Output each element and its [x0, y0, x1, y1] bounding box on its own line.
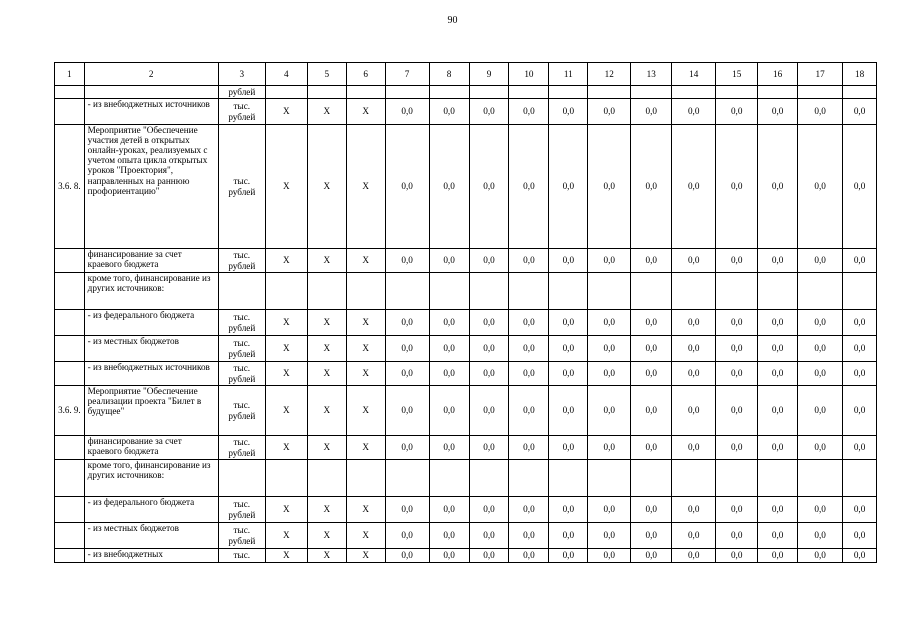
value-cell: X	[265, 249, 307, 273]
value-cell: 0,0	[549, 549, 588, 563]
value-cell: 0,0	[843, 549, 877, 563]
value-cell: 0,0	[429, 310, 469, 336]
value-cell: 0,0	[716, 336, 758, 362]
value-cell	[265, 86, 307, 99]
value-cell	[798, 460, 843, 497]
row-description: - из федерального бюджета	[84, 497, 218, 523]
row-unit: тыс.	[218, 549, 265, 563]
value-cell: 0,0	[631, 497, 672, 523]
header-cell: 4	[265, 63, 307, 86]
row-description: Мероприятие "Обеспечение реализации проекта "Билет в будущее"	[84, 386, 218, 436]
value-cell	[265, 273, 307, 310]
row-number	[55, 86, 85, 99]
value-cell: X	[265, 99, 307, 125]
value-cell: 0,0	[549, 99, 588, 125]
value-cell: 0,0	[672, 125, 716, 249]
header-cell: 5	[307, 63, 346, 86]
value-cell: 0,0	[429, 249, 469, 273]
value-cell: X	[265, 436, 307, 460]
value-cell: 0,0	[758, 549, 798, 563]
value-cell	[385, 273, 429, 310]
page-number: 90	[447, 15, 458, 26]
value-cell: 0,0	[385, 249, 429, 273]
row-number	[55, 273, 85, 310]
value-cell: 0,0	[469, 497, 509, 523]
value-cell: 0,0	[631, 362, 672, 386]
value-cell: 0,0	[385, 362, 429, 386]
value-cell: 0,0	[758, 386, 798, 436]
value-cell: 0,0	[798, 386, 843, 436]
row-number	[55, 549, 85, 563]
value-cell: 0,0	[588, 336, 631, 362]
value-cell: 0,0	[469, 523, 509, 549]
value-cell	[469, 460, 509, 497]
value-cell	[549, 460, 588, 497]
value-cell: 0,0	[588, 310, 631, 336]
header-cell: 8	[429, 63, 469, 86]
row-unit	[218, 460, 265, 497]
table-row	[55, 336, 877, 362]
row-unit: рублей	[218, 86, 265, 99]
row-description: - из внебюджетных источников	[84, 362, 218, 386]
header-cell: 10	[509, 63, 549, 86]
value-cell: 0,0	[758, 310, 798, 336]
row-description: - из местных бюджетов	[84, 336, 218, 362]
header-cell: 15	[716, 63, 758, 86]
value-cell: 0,0	[798, 99, 843, 125]
value-cell: X	[307, 549, 346, 563]
value-cell: 0,0	[672, 336, 716, 362]
value-cell: 0,0	[716, 436, 758, 460]
header-cell: 1	[55, 63, 85, 86]
value-cell: 0,0	[509, 310, 549, 336]
row-number	[55, 249, 85, 273]
value-cell: 0,0	[798, 310, 843, 336]
value-cell: X	[307, 386, 346, 436]
value-cell: 0,0	[385, 436, 429, 460]
value-cell: 0,0	[798, 549, 843, 563]
value-cell: X	[265, 549, 307, 563]
table-row	[55, 310, 877, 336]
row-number	[55, 436, 85, 460]
value-cell	[265, 460, 307, 497]
value-cell: 0,0	[758, 249, 798, 273]
value-cell: 0,0	[631, 310, 672, 336]
value-cell: 0,0	[843, 99, 877, 125]
value-cell: 0,0	[429, 523, 469, 549]
table-row	[55, 460, 877, 497]
value-cell: X	[346, 497, 385, 523]
value-cell: 0,0	[588, 497, 631, 523]
value-cell: 0,0	[549, 523, 588, 549]
value-cell	[672, 460, 716, 497]
value-cell: 0,0	[716, 125, 758, 249]
table-row	[55, 386, 877, 436]
value-cell: X	[265, 125, 307, 249]
value-cell	[716, 86, 758, 99]
value-cell: 0,0	[588, 523, 631, 549]
value-cell: 0,0	[469, 125, 509, 249]
value-cell: 0,0	[843, 497, 877, 523]
value-cell: X	[346, 99, 385, 125]
value-cell: X	[307, 497, 346, 523]
value-cell: 0,0	[798, 249, 843, 273]
value-cell: 0,0	[469, 99, 509, 125]
value-cell: X	[346, 336, 385, 362]
value-cell	[307, 460, 346, 497]
value-cell	[346, 460, 385, 497]
value-cell: 0,0	[758, 125, 798, 249]
value-cell: 0,0	[509, 362, 549, 386]
value-cell: 0,0	[385, 336, 429, 362]
value-cell: X	[265, 497, 307, 523]
value-cell: 0,0	[798, 336, 843, 362]
value-cell: 0,0	[549, 336, 588, 362]
value-cell: 0,0	[385, 497, 429, 523]
value-cell	[672, 86, 716, 99]
header-row	[55, 63, 877, 86]
table-row	[55, 523, 877, 549]
value-cell: X	[346, 436, 385, 460]
value-cell: 0,0	[843, 310, 877, 336]
value-cell: 0,0	[469, 310, 509, 336]
value-cell	[549, 273, 588, 310]
value-cell: 0,0	[758, 436, 798, 460]
value-cell: 0,0	[843, 336, 877, 362]
value-cell: 0,0	[716, 523, 758, 549]
value-cell	[469, 273, 509, 310]
value-cell: 0,0	[631, 125, 672, 249]
value-cell: 0,0	[716, 99, 758, 125]
row-description	[84, 86, 218, 99]
value-cell: X	[346, 125, 385, 249]
value-cell: X	[265, 336, 307, 362]
value-cell: X	[346, 310, 385, 336]
value-cell: 0,0	[758, 523, 798, 549]
value-cell	[758, 273, 798, 310]
value-cell: X	[346, 249, 385, 273]
value-cell	[385, 86, 429, 99]
row-unit: тыс. рублей	[218, 249, 265, 273]
value-cell	[716, 460, 758, 497]
row-description: - из внебюджетных источников	[84, 99, 218, 125]
value-cell: 0,0	[549, 362, 588, 386]
row-unit: тыс. рублей	[218, 310, 265, 336]
value-cell: 0,0	[588, 125, 631, 249]
value-cell: 0,0	[716, 310, 758, 336]
value-cell: 0,0	[509, 436, 549, 460]
value-cell	[672, 273, 716, 310]
header-cell: 13	[631, 63, 672, 86]
table-body	[55, 63, 877, 563]
value-cell: X	[307, 362, 346, 386]
row-description: кроме того, финансирование из других источников:	[84, 460, 218, 497]
value-cell: 0,0	[509, 549, 549, 563]
value-cell: 0,0	[509, 249, 549, 273]
value-cell	[798, 273, 843, 310]
value-cell: 0,0	[429, 362, 469, 386]
value-cell: X	[265, 523, 307, 549]
value-cell: X	[307, 125, 346, 249]
value-cell	[798, 86, 843, 99]
value-cell	[843, 460, 877, 497]
value-cell: 0,0	[758, 99, 798, 125]
value-cell: 0,0	[429, 549, 469, 563]
value-cell	[843, 86, 877, 99]
row-number: 3.6. 8.	[55, 125, 85, 249]
value-cell: X	[307, 523, 346, 549]
value-cell: 0,0	[798, 436, 843, 460]
header-cell: 7	[385, 63, 429, 86]
value-cell: 0,0	[631, 99, 672, 125]
value-cell	[588, 273, 631, 310]
value-cell: 0,0	[798, 125, 843, 249]
table-row	[55, 99, 877, 125]
row-unit: тыс. рублей	[218, 436, 265, 460]
value-cell	[509, 86, 549, 99]
value-cell	[758, 460, 798, 497]
value-cell: 0,0	[429, 336, 469, 362]
value-cell: 0,0	[758, 336, 798, 362]
value-cell: 0,0	[716, 362, 758, 386]
value-cell: 0,0	[588, 386, 631, 436]
value-cell: 0,0	[509, 99, 549, 125]
value-cell: 0,0	[549, 310, 588, 336]
row-description: кроме того, финансирование из других источников:	[84, 273, 218, 310]
value-cell	[588, 86, 631, 99]
header-cell: 17	[798, 63, 843, 86]
value-cell: 0,0	[672, 497, 716, 523]
header-cell: 3	[218, 63, 265, 86]
header-cell: 6	[346, 63, 385, 86]
value-cell: 0,0	[672, 249, 716, 273]
row-number	[55, 460, 85, 497]
budget-table	[54, 62, 877, 563]
value-cell: 0,0	[672, 362, 716, 386]
value-cell	[307, 273, 346, 310]
value-cell: X	[346, 549, 385, 563]
value-cell	[429, 86, 469, 99]
row-number	[55, 336, 85, 362]
value-cell: 0,0	[509, 497, 549, 523]
header-cell: 18	[843, 63, 877, 86]
value-cell: 0,0	[631, 523, 672, 549]
value-cell: 0,0	[588, 436, 631, 460]
value-cell: X	[265, 386, 307, 436]
value-cell: 0,0	[509, 125, 549, 249]
value-cell: 0,0	[716, 497, 758, 523]
row-number	[55, 310, 85, 336]
table-row	[55, 497, 877, 523]
value-cell: 0,0	[469, 386, 509, 436]
value-cell: 0,0	[549, 125, 588, 249]
header-cell: 14	[672, 63, 716, 86]
value-cell: 0,0	[469, 549, 509, 563]
value-cell: 0,0	[429, 386, 469, 436]
value-cell: 0,0	[385, 310, 429, 336]
value-cell: 0,0	[509, 523, 549, 549]
value-cell: 0,0	[429, 497, 469, 523]
value-cell	[346, 86, 385, 99]
value-cell	[588, 460, 631, 497]
value-cell: X	[307, 310, 346, 336]
value-cell: X	[346, 362, 385, 386]
value-cell: 0,0	[631, 549, 672, 563]
row-unit: тыс. рублей	[218, 497, 265, 523]
row-description: - из внебюджетных	[84, 549, 218, 563]
value-cell: X	[265, 310, 307, 336]
value-cell: 0,0	[549, 386, 588, 436]
value-cell	[307, 86, 346, 99]
value-cell	[429, 273, 469, 310]
row-unit: тыс. рублей	[218, 336, 265, 362]
value-cell: X	[307, 249, 346, 273]
value-cell: 0,0	[385, 99, 429, 125]
row-unit	[218, 273, 265, 310]
value-cell: X	[265, 362, 307, 386]
header-cell: 9	[469, 63, 509, 86]
value-cell: 0,0	[631, 386, 672, 436]
value-cell	[509, 273, 549, 310]
value-cell: 0,0	[672, 310, 716, 336]
value-cell: 0,0	[509, 336, 549, 362]
value-cell: 0,0	[588, 549, 631, 563]
value-cell: X	[307, 336, 346, 362]
row-description: Мероприятие "Обеспечение участия детей в открытых онлайн-уроках, реализуемых с учетом опыта цикла открытых уроков "Проектория", направленных на раннюю профориентацию"	[84, 125, 218, 249]
value-cell: 0,0	[672, 523, 716, 549]
value-cell: 0,0	[672, 99, 716, 125]
value-cell: 0,0	[631, 436, 672, 460]
table-row	[55, 549, 877, 563]
value-cell: 0,0	[716, 386, 758, 436]
value-cell: 0,0	[798, 362, 843, 386]
table-row	[55, 436, 877, 460]
row-number	[55, 523, 85, 549]
row-unit: тыс. рублей	[218, 523, 265, 549]
value-cell	[509, 460, 549, 497]
value-cell: 0,0	[672, 436, 716, 460]
value-cell: 0,0	[469, 336, 509, 362]
value-cell: 0,0	[843, 386, 877, 436]
value-cell: 0,0	[509, 386, 549, 436]
value-cell	[716, 273, 758, 310]
value-cell	[346, 273, 385, 310]
value-cell: 0,0	[469, 436, 509, 460]
value-cell	[843, 273, 877, 310]
row-description: - из местных бюджетов	[84, 523, 218, 549]
value-cell: 0,0	[469, 362, 509, 386]
value-cell: X	[307, 436, 346, 460]
value-cell: 0,0	[843, 362, 877, 386]
value-cell: 0,0	[469, 249, 509, 273]
row-unit: тыс. рублей	[218, 386, 265, 436]
value-cell: 0,0	[385, 549, 429, 563]
header-cell: 12	[588, 63, 631, 86]
row-description: финансирование за счет краевого бюджета	[84, 436, 218, 460]
value-cell: 0,0	[843, 523, 877, 549]
row-unit: тыс. рублей	[218, 362, 265, 386]
table-row	[55, 125, 877, 249]
value-cell: 0,0	[843, 436, 877, 460]
value-cell: 0,0	[631, 249, 672, 273]
value-cell	[758, 86, 798, 99]
row-number: 3.6. 9.	[55, 386, 85, 436]
value-cell: 0,0	[549, 497, 588, 523]
value-cell: 0,0	[798, 497, 843, 523]
value-cell: 0,0	[672, 386, 716, 436]
header-cell: 16	[758, 63, 798, 86]
value-cell: 0,0	[588, 249, 631, 273]
value-cell	[631, 273, 672, 310]
row-description: - из федерального бюджета	[84, 310, 218, 336]
value-cell: 0,0	[588, 99, 631, 125]
row-number	[55, 497, 85, 523]
value-cell: 0,0	[385, 523, 429, 549]
value-cell	[469, 86, 509, 99]
value-cell	[549, 86, 588, 99]
value-cell: X	[346, 386, 385, 436]
row-number	[55, 99, 85, 125]
value-cell: 0,0	[716, 249, 758, 273]
value-cell	[429, 460, 469, 497]
value-cell: X	[307, 99, 346, 125]
value-cell: 0,0	[758, 497, 798, 523]
value-cell: 0,0	[843, 249, 877, 273]
value-cell: 0,0	[843, 125, 877, 249]
value-cell: 0,0	[429, 436, 469, 460]
table-row	[55, 362, 877, 386]
table-row	[55, 249, 877, 273]
value-cell: 0,0	[672, 549, 716, 563]
header-cell: 11	[549, 63, 588, 86]
value-cell: X	[346, 523, 385, 549]
value-cell: 0,0	[549, 249, 588, 273]
row-number	[55, 362, 85, 386]
value-cell: 0,0	[549, 436, 588, 460]
table-row	[55, 86, 877, 99]
value-cell	[631, 460, 672, 497]
value-cell	[385, 460, 429, 497]
value-cell: 0,0	[631, 336, 672, 362]
value-cell: 0,0	[588, 362, 631, 386]
value-cell: 0,0	[429, 125, 469, 249]
row-unit: тыс. рублей	[218, 99, 265, 125]
value-cell	[631, 86, 672, 99]
header-cell: 2	[84, 63, 218, 86]
value-cell: 0,0	[429, 99, 469, 125]
value-cell: 0,0	[385, 125, 429, 249]
value-cell: 0,0	[758, 362, 798, 386]
value-cell: 0,0	[716, 549, 758, 563]
value-cell: 0,0	[798, 523, 843, 549]
value-cell: 0,0	[385, 386, 429, 436]
row-description: финансирование за счет краевого бюджета	[84, 249, 218, 273]
row-unit: тыс. рублей	[218, 125, 265, 249]
table-row	[55, 273, 877, 310]
